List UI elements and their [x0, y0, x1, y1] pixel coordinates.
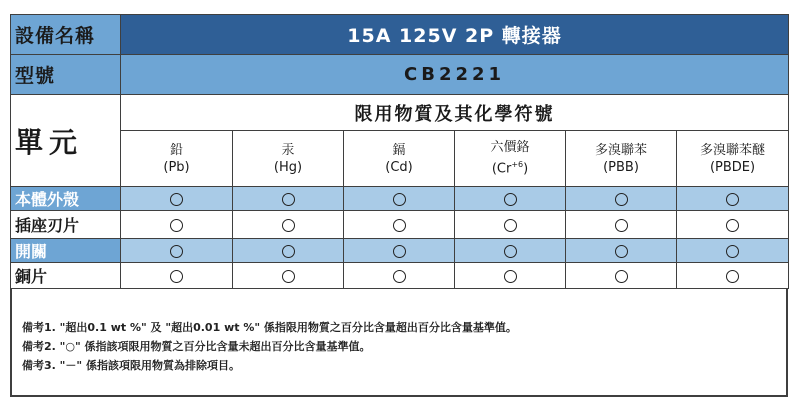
substance-header-cadmium: [344, 131, 455, 187]
table-row: [11, 239, 789, 263]
circle-icon: [504, 270, 517, 283]
circle-icon: [170, 219, 183, 232]
compliance-cell: [677, 211, 789, 239]
circle-icon: [282, 193, 295, 206]
substance-name: 多溴聯苯醚: [700, 142, 766, 158]
notes-section: [12, 318, 782, 375]
compliance-cell: [344, 263, 455, 289]
substance-symbol: [455, 156, 565, 177]
compliance-cell: [566, 187, 677, 211]
row-label: 本體外殼: [11, 187, 121, 211]
table-row: [11, 263, 789, 289]
compliance-cell: [455, 239, 566, 263]
compliance-cell: [121, 187, 233, 211]
row-label: 開關: [11, 239, 121, 263]
substance-header-chromium: [455, 131, 566, 187]
device-name-value: 15A 125V 2P 轉接器: [121, 15, 789, 55]
substances-header-row: [11, 131, 789, 187]
table-row: [11, 211, 789, 239]
circle-icon: [504, 193, 517, 206]
row-label: 插座刃片: [11, 211, 121, 239]
table-row: [11, 187, 789, 211]
substance-symbol: (PBDE): [709, 159, 756, 175]
circle-icon: [393, 219, 406, 232]
compliance-cell: [455, 211, 566, 239]
substance-symbol: (Cd): [385, 159, 413, 175]
substance-name: 鎘: [392, 142, 406, 158]
substance-symbol: (Hg): [273, 159, 303, 175]
circle-icon: [393, 245, 406, 258]
compliance-cell: [455, 263, 566, 289]
compliance-cell: [233, 263, 344, 289]
circle-icon: [504, 245, 517, 258]
device-name-label: 設備名稱: [11, 15, 121, 55]
substance-name: 汞: [281, 142, 295, 158]
circle-icon: [726, 270, 739, 283]
substance-symbol-superscript: +6: [511, 160, 524, 170]
circle-icon: [282, 219, 295, 232]
rohs-table: [10, 14, 789, 289]
circle-icon: [615, 193, 628, 206]
model-row: [11, 55, 789, 95]
circle-icon: [393, 270, 406, 283]
substance-header-mercury: [233, 131, 344, 187]
unit-label: 單元: [11, 95, 121, 187]
circle-icon: [170, 270, 183, 283]
circle-icon: [170, 193, 183, 206]
substance-header-lead: [121, 131, 233, 187]
substances-title-row: [11, 95, 789, 131]
note-1: 備考1. "超出0.1 wt %" 及 "超出0.01 wt %" 係指限用物質之百分比含量超出百分比含量基準值。: [22, 321, 517, 334]
compliance-cell: [121, 263, 233, 289]
circle-icon: [726, 245, 739, 258]
compliance-cell: [566, 211, 677, 239]
substance-symbol-base: (Cr: [491, 161, 512, 177]
circle-icon: [393, 193, 406, 206]
compliance-cell: [566, 239, 677, 263]
circle-icon: [726, 219, 739, 232]
substance-name: 多溴聯苯: [594, 142, 647, 158]
substance-header-pbb: [566, 131, 677, 187]
note-2: 備考2. "○" 係指該項限用物質之百分比含量未超出百分比含量基準值。: [22, 340, 371, 353]
circle-icon: [504, 219, 517, 232]
compliance-cell: [233, 187, 344, 211]
substance-header-pbde: [677, 131, 789, 187]
compliance-cell: [344, 239, 455, 263]
compliance-cell: [455, 187, 566, 211]
circle-icon: [726, 193, 739, 206]
substance-symbol-end: ): [523, 161, 529, 177]
substance-name: 六價鉻: [490, 140, 530, 156]
circle-icon: [615, 219, 628, 232]
circle-icon: [170, 245, 183, 258]
note-3: 備考3. "－" 係指該項限用物質為排除項目。: [22, 359, 240, 372]
substance-symbol: (Pb): [163, 159, 190, 175]
compliance-cell: [677, 187, 789, 211]
compliance-cell: [344, 211, 455, 239]
substance-name: 鉛: [169, 142, 183, 158]
model-value: CB2221: [121, 55, 789, 95]
model-label: 型號: [11, 55, 121, 95]
compliance-cell: [233, 239, 344, 263]
compliance-cell: [121, 211, 233, 239]
compliance-cell: [233, 211, 344, 239]
device-name-row: [11, 15, 789, 55]
compliance-cell: [677, 263, 789, 289]
compliance-cell: [344, 187, 455, 211]
substances-title: 限用物質及其化學符號: [121, 95, 789, 131]
compliance-cell: [121, 239, 233, 263]
row-label: 銅片: [11, 263, 121, 289]
substance-symbol: (PBB): [603, 159, 639, 175]
circle-icon: [615, 245, 628, 258]
circle-icon: [615, 270, 628, 283]
compliance-cell: [677, 239, 789, 263]
compliance-cell: [566, 263, 677, 289]
circle-icon: [282, 245, 295, 258]
circle-icon: [282, 270, 295, 283]
